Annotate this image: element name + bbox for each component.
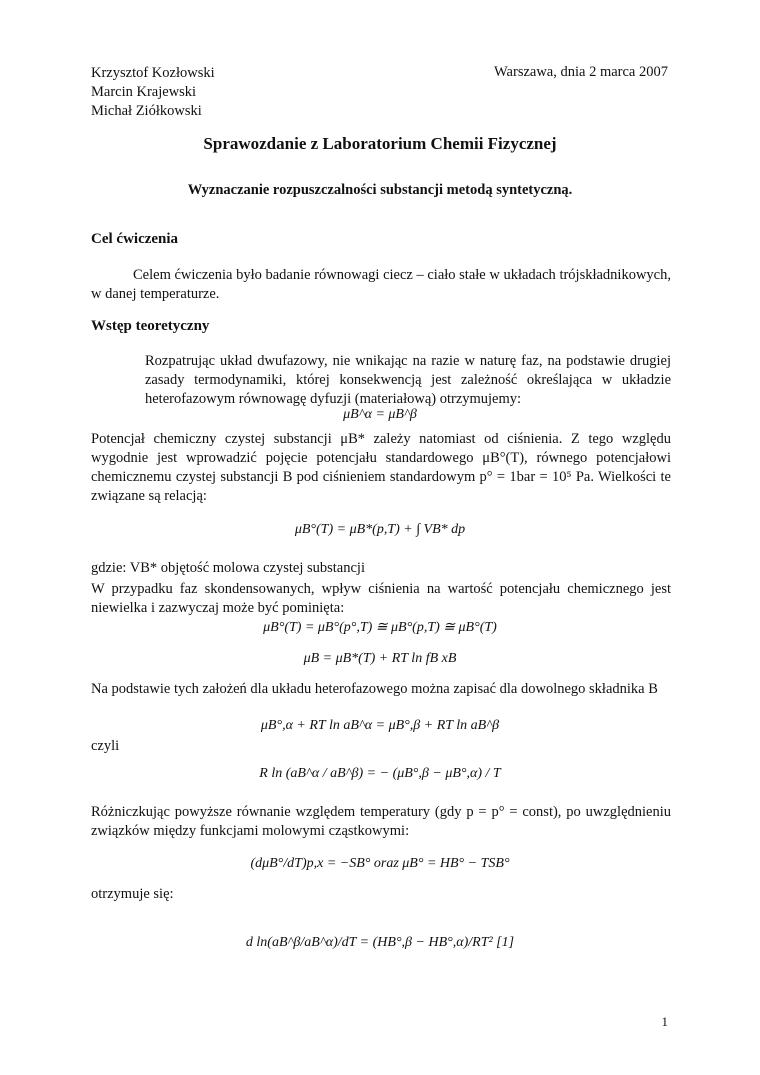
section-heading-theory: Wstęp teoretyczny (91, 318, 210, 334)
equation-5: μB°,α + RT ln aB^α = μB°,β + RT ln aB^β (260, 718, 500, 733)
equation-2: μB°(T) = μB*(p,T) + ∫ VB* dp (294, 522, 466, 537)
theory-paragraph-1: Rozpatrując układ dwufazowy, nie wnikając na razie w naturę faz, na podstawie drugiej zasady termodynamiki, której konsekwencją jest zależność określająca w układzie heterofazowym równowagę dyfuzji (materiałową) otrzymujemy: (145, 353, 671, 407)
page-number: 1 (661, 1014, 668, 1029)
equation-1: μB^α = μB^β (343, 407, 417, 422)
place-date: Warszawa, dnia 2 marca 2007 (494, 64, 668, 80)
theory-paragraph-3: W przypadku faz skondensowanych, wpływ ciśnienia na wartość potencjału chemicznego jest niewielka i zazwyczaj może być pominięta: (91, 581, 671, 616)
equation-3: μB°(T) = μB°(p°,T) ≅ μB°(p,T) ≅ μB°(T) (263, 620, 497, 635)
page-title: Sprawozdanie z Laboratorium Chemii Fizycznej (203, 134, 557, 153)
theory-paragraph-2: Potencjał chemiczny czystej substancji μB* zależy natomiast od ciśnienia. Z tego względu wygodnie jest wprowadzić pojęcie potencjału standardowego μB°(T), równego potencjałowi chemicznemu czystej substancji B pod ciśnieniem standardowym p° = 1bar = 10⁵ Pa. Wielkości te związane są relacją: (91, 431, 671, 504)
author-list (91, 64, 215, 121)
theory-paragraph-4: Na podstawie tych założeń dla układu heterofazowego można zapisać dla dowolnego składnika B (91, 681, 658, 697)
author-name: Marcin Krajewski (91, 84, 197, 100)
czyli-text: czyli (91, 738, 120, 754)
theory-paragraph-5: Różniczkując powyższe równanie względem temperatury (gdy p = p° = const), po uwzględnieniu związków między funkcjami molowymi cząstkowymi: (91, 804, 671, 839)
equation-8: d ln(aB^β/aB^α)/dT = (HB°,β − HB°,α)/RT² [1] (245, 935, 515, 950)
equation-4: μB = μB*(T) + RT ln fB xB (303, 651, 457, 666)
section-heading-goal: Cel ćwiczenia (91, 231, 179, 247)
equation-6: R ln (aB^α / aB^β) = − (μB°,β − μB°,α) / T (259, 766, 501, 781)
equation-7: (dμB°/dT)p,x = −SB° oraz μB° = HB° − TSB° (250, 856, 510, 871)
goal-paragraph: Celem ćwiczenia było badanie równowagi ciecz – ciało stałe w układach trójskładnikowych, w danej temperaturze. (91, 267, 671, 302)
author-name: Krzysztof Kozłowski (91, 65, 215, 81)
where-note: gdzie: VB* objętość molowa czystej substancji (91, 560, 365, 576)
author-name: Michał Ziółkowski (91, 103, 202, 119)
otrzymuje-text: otrzymuje się: (91, 886, 174, 902)
page-subtitle: Wyznaczanie rozpuszczalności substancji metodą syntetyczną. (187, 182, 573, 198)
